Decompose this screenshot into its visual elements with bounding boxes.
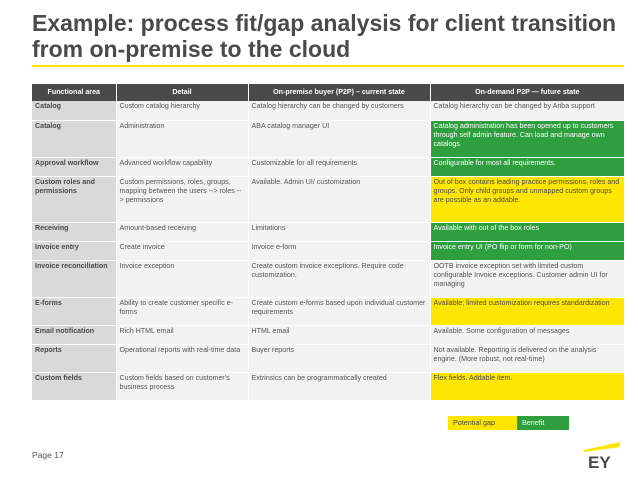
future-state-cell: Available; limited customization requires standardization — [430, 297, 624, 325]
future-state-cell: OOTB invoice exception set with limited custom configurable Invoice exceptions. Customer admin UI for managing — [430, 260, 624, 297]
table-row — [32, 325, 624, 344]
current-state-cell: Create custom e-forms based upon individual customer requirements — [248, 297, 430, 325]
detail-cell: Rich HTML email — [116, 325, 248, 344]
future-state-cell: Available with out of the box roles — [430, 222, 624, 241]
functional-area-cell: Invoice entry — [32, 241, 116, 260]
table-row — [32, 241, 624, 260]
future-state-cell: Not available. Reporting is delivered on the analysis engine. (More robust, not real-time) — [430, 344, 624, 372]
table-row — [32, 260, 624, 297]
detail-cell: Operational reports with real-time data — [116, 344, 248, 372]
table-row — [32, 176, 624, 222]
column-header-future-state: On-demand P2P — future state — [430, 84, 624, 101]
future-state-cell: Catalog hierarchy can be changed by Ariba support — [430, 101, 624, 120]
table-row — [32, 157, 624, 176]
functional-area-cell: Email notification — [32, 325, 116, 344]
functional-area-cell: Invoice reconciliation — [32, 260, 116, 297]
functional-area-cell: Approval workflow — [32, 157, 116, 176]
page-title: Example: process fit/gap analysis for client transition from on-premise to the cloud — [32, 10, 617, 62]
fit-gap-table — [32, 84, 624, 401]
column-header-detail: Detail — [116, 84, 248, 101]
table-row — [32, 372, 624, 400]
future-state-cell: Available. Some configuration of messages — [430, 325, 624, 344]
table-row — [32, 344, 624, 372]
future-state-cell: Invoice entry UI (PO flip or form for non-PO) — [430, 241, 624, 260]
detail-cell: Custom permissions, roles, groups, mapping between the users --> roles --> permissions — [116, 176, 248, 222]
table-row — [32, 222, 624, 241]
functional-area-cell: Custom fields — [32, 372, 116, 400]
current-state-cell: Buyer reports — [248, 344, 430, 372]
current-state-cell: Extrinsics can be programmatically created — [248, 372, 430, 400]
column-header-current-state: On-premise buyer (P2P) – current state — [248, 84, 430, 101]
detail-cell: Create invoice — [116, 241, 248, 260]
current-state-cell: Catalog hierarchy can be changed by customers — [248, 101, 430, 120]
current-state-cell: ABA catalog manager UI — [248, 120, 430, 157]
functional-area-cell: Custom roles and permissions — [32, 176, 116, 222]
legend-benefit: Benefit — [517, 416, 569, 430]
future-state-cell: Flex fields. Addable item. — [430, 372, 624, 400]
future-state-cell: Catalog administration has been opened up to customers through self admin feature. Can load and manage own catalogs — [430, 120, 624, 157]
functional-area-cell: Receiving — [32, 222, 116, 241]
current-state-cell: Available. Admin UI/ customization — [248, 176, 430, 222]
page-number: Page 17 — [32, 450, 64, 460]
current-state-cell: Invoice e-form — [248, 241, 430, 260]
detail-cell: Administration — [116, 120, 248, 157]
detail-cell: Ability to create customer specific e-forms — [116, 297, 248, 325]
table-row — [32, 120, 624, 157]
legend-potential-gap: Potential gap — [448, 416, 517, 430]
functional-area-cell: Catalog — [32, 101, 116, 120]
ey-logo — [576, 441, 622, 471]
current-state-cell: Limitations — [248, 222, 430, 241]
detail-cell: Custom fields based on customer's business process — [116, 372, 248, 400]
table-header-row — [32, 84, 624, 101]
detail-cell: Amount-based receiving — [116, 222, 248, 241]
future-state-cell: Configurable for most all requirements. — [430, 157, 624, 176]
detail-cell: Invoice exception — [116, 260, 248, 297]
table-row — [32, 101, 624, 120]
functional-area-cell: Reports — [32, 344, 116, 372]
detail-cell: Advanced workflow capability — [116, 157, 248, 176]
functional-area-cell: Catalog — [32, 120, 116, 157]
detail-cell: Custom catalog hierarchy — [116, 101, 248, 120]
functional-area-cell: E-forms — [32, 297, 116, 325]
table-row — [32, 297, 624, 325]
column-header-functional-area: Functional area — [32, 84, 116, 101]
current-state-cell: Customizable for all requirements — [248, 157, 430, 176]
title-underline — [32, 65, 624, 67]
svg-text:EY: EY — [588, 453, 611, 471]
current-state-cell: HTML email — [248, 325, 430, 344]
current-state-cell: Create custom invoice exceptions. Require code customization. — [248, 260, 430, 297]
future-state-cell: Out of box contains leading practice permissions, roles and groups. Only child groups and unmapped custom groups are possible as an addable. — [430, 176, 624, 222]
